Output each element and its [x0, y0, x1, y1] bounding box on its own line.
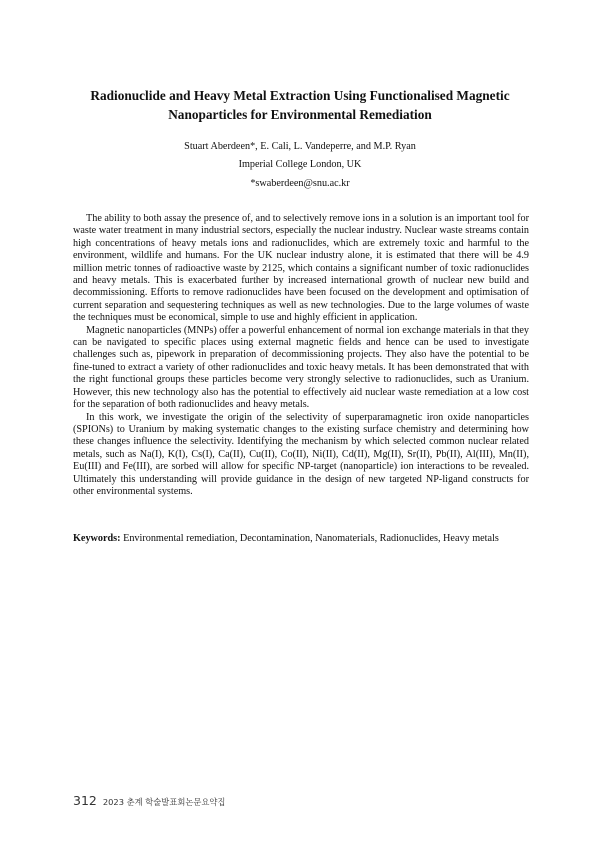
title-line-2: Nanoparticles for Environmental Remediation [168, 107, 432, 122]
paragraph-intro: The ability to both assay the presence of, and to selectively remove ions in a solution is an important tool for waste water treatment in many industrial sectors, especially the nuclear industry. Nuclear waste streams contain high concentrations of heavy metals ions and radionuclides, which are extremely toxic and harmful to the environment, wildlife and humans. For the UK nuclear industry alone, it is estimated that there will be 4.9 million metric tonnes of radioactive waste by 2125, which contains a significant number of toxic radionuclides and heavy metals. This is exacerbated further by increased international growth of nuclear new build and decommissioning. Efforts to remove radionuclides have been focused on the development and optimisation of current separation and sequestering techniques as well as new technologies. Due to the large volumes of waste the techniques must be economical, simple to use and highly efficient in application. [73, 213, 529, 324]
paper-title [60, 86, 540, 124]
abstract-body [73, 213, 529, 498]
affiliation: Imperial College London, UK [238, 159, 362, 170]
page-number: 312 [73, 793, 97, 808]
title-line-1: Radionuclide and Heavy Metal Extraction Using Functionalised Magnetic [90, 88, 510, 103]
page-footer [73, 793, 225, 808]
conference-name: 2023 춘계 학술발표회논문요약집 [102, 797, 226, 807]
author-list: Stuart Aberdeen*, E. Cali, L. Vandeperre, and M.P. Ryan [184, 141, 416, 152]
keywords-line [73, 532, 543, 545]
keywords-text: Environmental remediation, Decontamination, Nanomaterials, Radionuclides, Heavy metals [120, 533, 499, 544]
keywords-label: Keywords: [73, 533, 121, 544]
paragraph-mnp: Magnetic nanoparticles (MNPs) offer a powerful enhancement of normal ion exchange materials in that they can be navigated to specific places using external magnetic fields and hence can be used to investigate challenges such as, pipework in preparation of decommissioning projects. They also have the potential to be fine-tuned to extract a variety of other radionuclides and toxic heavy metals. It has been demonstrated that with the right functional groups these particles become very strongly selective to radionuclides, such as Uranium. However, this new technology also has the potential to effectively aid nuclear waste remediation at a low cost for the separation of both radionuclides and heavy metals. [73, 324, 529, 411]
corresponding-email: *swaberdeen@snu.ac.kr [250, 178, 350, 189]
paragraph-this-work: In this work, we investigate the origin of the selectivity of superparamagnetic iron oxide nanoparticles (SPIONs) to Uranium by making systematic changes to the existing surface chemistry and determining how these changes influence the selectivity. Identifying the mechanism by which selected common nuclear related metals, such as Na(I), K(I), Cs(I), Ca(II), Cu(II), Co(II), Ni(II), Cd(II), Mg(II), Sr(II), Pb(II), Al(III), Mn(II), Eu(III) and Fe(III), are sorbed will allow for specific NP-target (nanoparticle) ion interactions to be revealed. Ultimately this understanding will provide guidance in the design of new targeted NP-ligand constructs for other environmental systems. [73, 411, 529, 497]
